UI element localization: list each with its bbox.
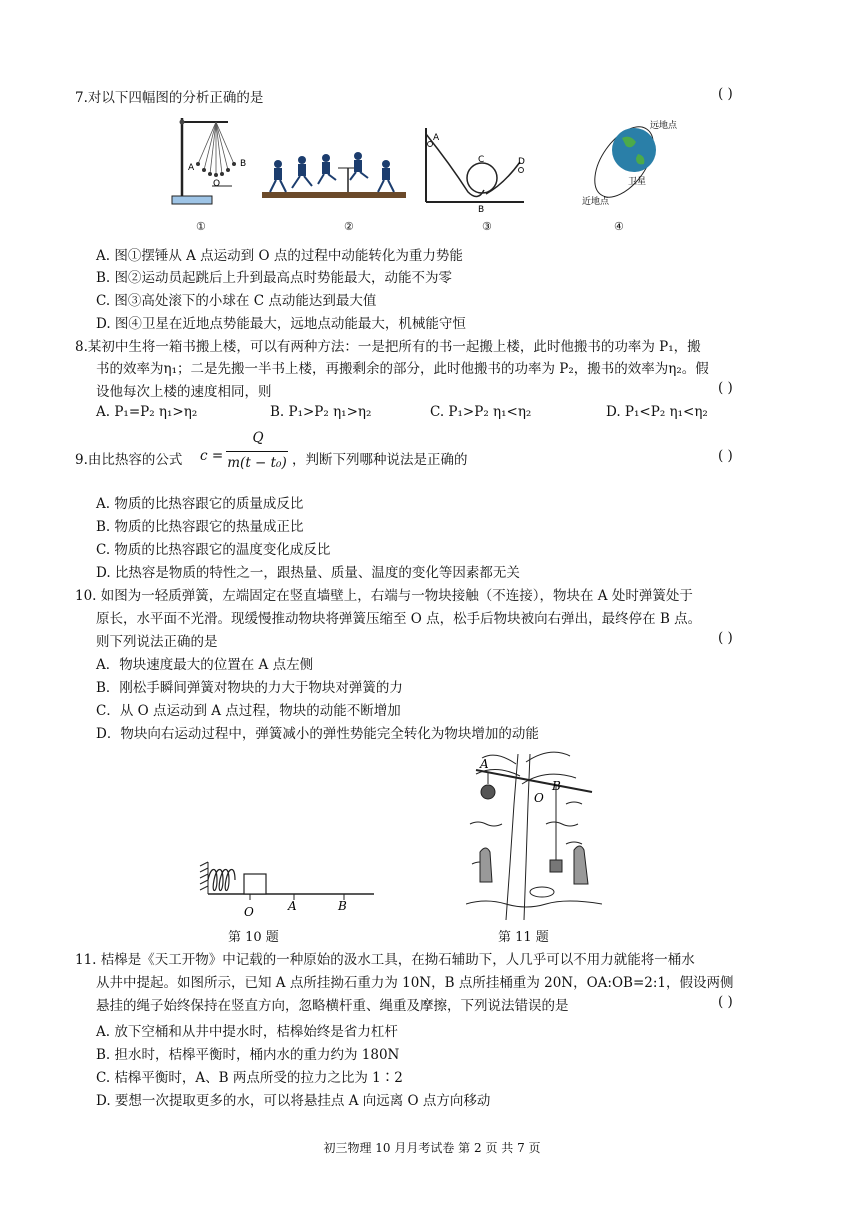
- q10-stem-line3: 则下列说法正确的是: [96, 634, 218, 650]
- fig3-label-a: A: [433, 133, 440, 143]
- q9-option-d: D. 比热容是物质的特性之一，跟热量、质量、温度的变化等因素都无关: [96, 565, 520, 581]
- q7-figure-satellite: [578, 114, 682, 214]
- q10-option-c: C．从 O 点运动到 A 点过程，物块的动能不断增加: [96, 703, 401, 719]
- q9-option-c: C. 物质的比热容跟它的温度变化成反比: [96, 542, 331, 558]
- q10-option-a: A．物块速度最大的位置在 A 点左侧: [96, 657, 314, 673]
- q10-label-o: O: [244, 905, 254, 919]
- q7-option-c: C. 图③高处滚下的小球在 C 点动能达到最大值: [96, 293, 377, 309]
- q10-option-d: D．物块向右运动过程中，弹簧减小的弹性势能完全转化为物块增加的动能: [96, 726, 539, 742]
- q7-fig4-label: ④: [614, 220, 624, 233]
- q7-fig3-label: ③: [482, 220, 492, 233]
- q7-figure-high-jump: [262, 150, 406, 202]
- q7-fig1-label: ①: [196, 220, 206, 233]
- fig4-label-near: 近地点: [582, 197, 610, 207]
- q11-option-b: B. 担水时，桔槔平衡时，桶内水的重力约为 180N: [96, 1047, 400, 1063]
- fig1-label-a: A: [188, 163, 195, 173]
- page-footer: 初三物理 10 月月考试卷 第 2 页 共 7 页: [323, 1141, 541, 1155]
- q10-figure-spring: [198, 858, 378, 920]
- fig3-label-d: D: [518, 157, 525, 167]
- fig1-label-o: O: [213, 179, 221, 189]
- q11-answer-bracket: ( ): [718, 994, 733, 1010]
- q7-stem: 7.对以下四幅图的分析正确的是: [75, 90, 264, 106]
- q7-figure-track: [420, 124, 528, 212]
- fig4-label-far: 远地点: [650, 121, 678, 131]
- q11-figure-well-sweep: [466, 744, 602, 920]
- q9-option-a: A. 物质的比热容跟它的质量成反比: [96, 496, 304, 512]
- q9-formula-bar: [226, 451, 288, 452]
- q9-stem-suffix: ，判断下列哪种说法是正确的: [292, 452, 468, 468]
- q8-stem-line3: 设他每次上楼的速度相同，则: [96, 384, 272, 400]
- q8-stem-line1: 8.某初中生将一箱书搬上楼，可以有两种方法：一是把所有的书一起搬上楼，此时他搬书的功率为 P₁，搬: [75, 339, 701, 355]
- q9-formula-lhs: c =: [200, 448, 224, 464]
- q9-formula-numerator: Q: [252, 430, 264, 446]
- q8-stem-line2: 书的效率为η₁；二是先搬一半书上楼，再搬剩余的部分，此时他搬书的功率为 P₂，搬书的效率为η₂。假: [96, 361, 709, 377]
- q7-answer-bracket: ( ): [718, 86, 733, 102]
- q8-option-a: A. P₁=P₂ η₁>η₂: [96, 404, 198, 420]
- fig3-label-b: B: [478, 205, 485, 212]
- fig1-label-b: B: [240, 159, 247, 169]
- q7-figure-pendulum: [168, 108, 250, 218]
- q10-label-b: B: [338, 899, 347, 913]
- q11-label-b: B: [552, 779, 561, 793]
- q9-option-b: B. 物质的比热容跟它的热量成正比: [96, 519, 304, 535]
- q7-option-b: B. 图②运动员起跳后上升到最高点时势能最大，动能不为零: [96, 270, 453, 286]
- q10-stem-line1: 10. 如图为一轻质弹簧，左端固定在竖直墙壁上，右端与一物块接触（不连接），物块在 A 处时弹簧处于: [75, 588, 693, 604]
- q11-label-a: A: [480, 757, 489, 771]
- q10-stem-line2: 原长，水平面不光滑。现缓慢推动物块将弹簧压缩至 O 点，松手后物块被向右弹出，最终停在 B 点。: [96, 611, 702, 627]
- q11-option-c: C. 桔槔平衡时，A、B 两点所受的拉力之比为 1∶2: [96, 1070, 403, 1086]
- q8-option-b: B. P₁>P₂ η₁>η₂: [270, 404, 372, 420]
- q11-stem-line3: 悬挂的绳子始终保持在竖直方向，忽略横杆重、绳重及摩擦，下列说法错误的是: [96, 998, 569, 1014]
- q9-formula-denominator: m(t − t₀): [227, 455, 287, 471]
- q7-option-d: D. 图④卫星在近地点势能最大，远地点动能最大，机械能守恒: [96, 316, 466, 332]
- q10-option-b: B．刚松手瞬间弹簧对物块的力大于物块对弹簧的力: [96, 680, 403, 696]
- q10-label-a: A: [288, 899, 297, 913]
- q10-caption: 第 10 题: [228, 930, 279, 945]
- q8-answer-bracket: ( ): [718, 380, 733, 396]
- q11-caption: 第 11 题: [498, 930, 549, 945]
- q10-answer-bracket: ( ): [718, 630, 733, 646]
- q7-fig2-label: ②: [344, 220, 354, 233]
- q8-option-d: D. P₁<P₂ η₁<η₂: [606, 404, 708, 420]
- q9-stem-prefix: 9.由比热容的公式: [75, 452, 183, 468]
- q7-option-a: A. 图①摆锤从 A 点运动到 O 点的过程中动能转化为重力势能: [96, 248, 463, 264]
- q11-label-o: O: [534, 791, 544, 805]
- q11-stem-line1: 11. 桔槔是《天工开物》中记载的一种原始的汲水工具，在拗石辅助下，人几乎可以不用力就能将一桶水: [75, 952, 695, 968]
- fig4-label-satellite: 卫星: [628, 177, 647, 187]
- q9-answer-bracket: ( ): [718, 448, 733, 464]
- q11-option-a: A. 放下空桶和从井中提水时，桔槔始终是省力杠杆: [96, 1024, 398, 1040]
- q11-option-d: D. 要想一次提取更多的水，可以将悬挂点 A 向远离 O 点方向移动: [96, 1093, 491, 1109]
- q8-option-c: C. P₁>P₂ η₁<η₂: [430, 404, 532, 420]
- fig3-label-c: C: [478, 155, 485, 165]
- q11-stem-line2: 从井中提起。如图所示，已知 A 点所挂拗石重力为 10N，B 点所挂桶重为 20N，OA:OB=2:1，假设两侧: [96, 975, 734, 991]
